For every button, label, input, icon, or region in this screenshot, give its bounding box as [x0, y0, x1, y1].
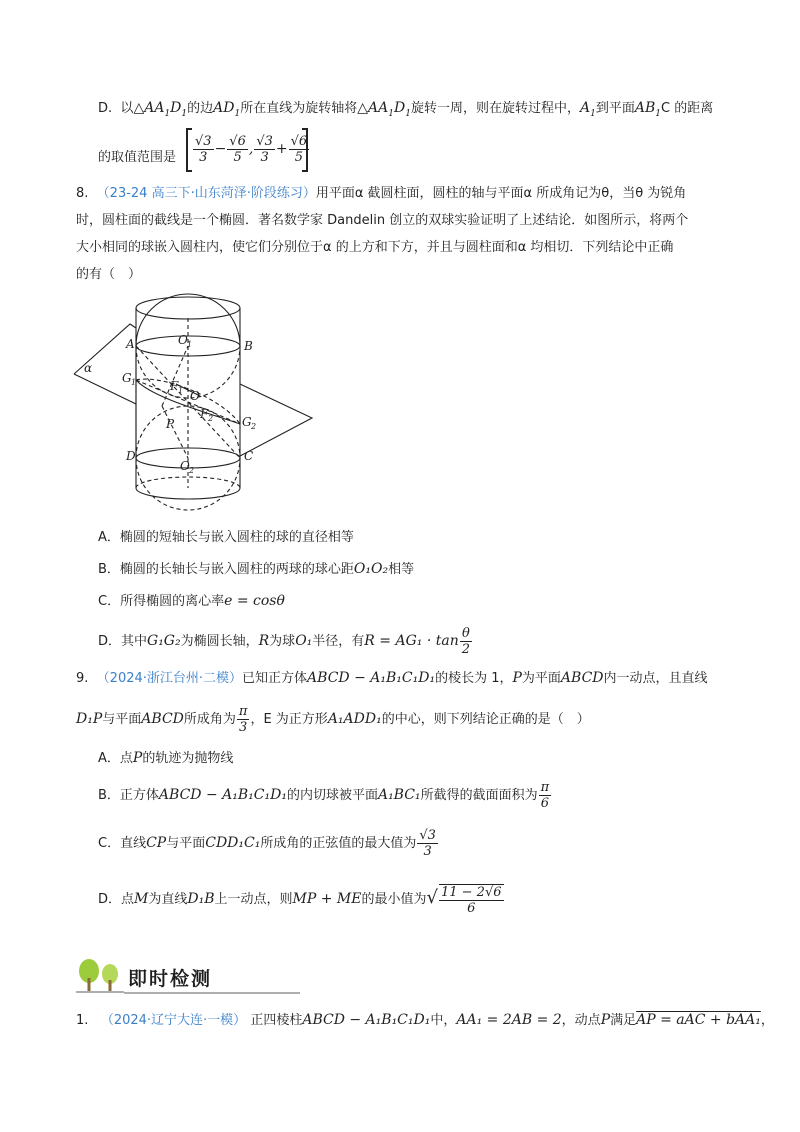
- q9-option-c: C．直线CP与平面CDD₁C₁所成角的正弦值的最大值为 $\frac{√3}{3}$: [98, 828, 436, 859]
- text: 用平面α 截圆柱面，圆柱的轴与平面α 所成角记为θ，当θ 为锐角: [315, 186, 687, 201]
- label-O1: O: [178, 333, 188, 347]
- q7-option-d-line1: [98, 98, 713, 124]
- label-C: C: [244, 449, 254, 463]
- label-G2-sub: 2: [251, 422, 257, 431]
- q8-option-d: D．其中G₁G₂为椭圆长轴，R为球O₁半径，有R = AG₁ · tan $\frac{\theta}{2}$: [98, 626, 470, 657]
- frac: $\frac{\pi}{3}$: [238, 704, 248, 735]
- label-B: B: [244, 339, 253, 353]
- label-O2: O: [180, 459, 190, 473]
- question-source: （2024·辽宁大连·一模）: [100, 1013, 247, 1028]
- q1-line1: 1. （2024·辽宁大连·一模） 正四棱柱ABCD − A₁B₁C₁D₁中，AA₁ = 2AB = 2，动点P满足AP = aAC + bAA₁，: [76, 1012, 774, 1028]
- label-F1: F: [170, 379, 179, 393]
- label-G1: G: [122, 371, 132, 385]
- q9-line2: D₁P与平面ABCD所成角为 $\frac{\pi}{3}$ ，E 为正方形A₁ADD₁的中心，则下列结论正确的是（ ）: [76, 704, 590, 735]
- frac: $\frac{√3}{3}$: [419, 828, 436, 859]
- label-F2: F: [200, 407, 209, 421]
- q9-option-b: B．正方体ABCD − A₁B₁C₁D₁的内切球被平面A₁BC₁所截得的截面面积为 $\frac{\pi}{6}$: [98, 780, 550, 811]
- tree-icon: [76, 958, 126, 994]
- frac: $\frac{√3}{3}$: [195, 134, 212, 165]
- option-label: D.: [98, 101, 113, 116]
- frac: $\frac{\pi}{6}$: [540, 780, 550, 811]
- question-source: （23-24 高三下·山东菏泽·阶段练习）: [96, 186, 316, 201]
- math-triangle-2: $\triangle AA_1D_1$: [357, 100, 411, 119]
- question-source: （2024·浙江台州·二模）: [96, 671, 243, 686]
- label-O1-sub: 1: [187, 340, 193, 349]
- math-triangle: $\triangle AA_1D_1$: [133, 100, 188, 119]
- frac: $\frac{\theta}{2}$: [461, 626, 470, 657]
- q8-line3: 大小相同的球嵌入圆柱内，使它们分别位于α 的上方和下方，并且与圆柱面和α 均相切．下列结论中正确: [76, 240, 674, 255]
- text: 的边: [187, 101, 214, 116]
- question-number: 8.: [76, 186, 89, 201]
- label-O: O: [190, 389, 200, 403]
- section-header: [76, 958, 246, 996]
- frac: $\frac{√6}{5}$: [290, 134, 308, 165]
- q7-option-d-line2: [98, 144, 176, 172]
- text: 旋转一周，则在旋转过程中，: [410, 101, 580, 116]
- label-D: D: [126, 449, 136, 463]
- dandelin-spheres-figure: [72, 288, 422, 518]
- q8-option-c: C．所得椭圆的离心率e = cosθ: [98, 593, 285, 609]
- range-interval: $\frac{√3}{3}$ − $\frac{√6}{5}$ , $\frac{√3}{3}$ + $\frac{√6}{5}$: [186, 128, 308, 172]
- label-G2: G: [242, 415, 252, 429]
- math-plane: $AB_1$: [634, 100, 661, 119]
- text: 到平面: [595, 101, 635, 116]
- q9-line1: 9. （2024·浙江台州·二模）已知正方体ABCD − A₁B₁C₁D₁的棱长为 1，P为平面ABCD内一动点，且直线: [76, 670, 708, 686]
- label-O2-sub: 2: [189, 466, 195, 475]
- label-A: A: [126, 337, 135, 351]
- q8-option-b: B．椭圆的长轴长与嵌入圆柱的两球的球心距O₁O₂相等: [98, 561, 415, 577]
- q9-option-a: A．点P的轨迹为抛物线: [98, 750, 234, 766]
- label-P: P: [166, 417, 175, 431]
- section-title: 即时检测: [128, 968, 213, 990]
- frac: $\frac{√6}{5}$: [229, 134, 246, 165]
- q8-line2: 时，圆柱面的截线是一个椭圆．著名数学家 Dandelin 创立的双球实验证明了上述结论．如图所示，将两个: [76, 213, 689, 228]
- label-F2-sub: 2: [208, 414, 214, 423]
- q9-option-d: D．点M为直线D₁B上一动点，则MP + ME的最小值为√ $\frac{11 - 2√6}{6}$: [98, 884, 502, 916]
- text: C 的距离: [660, 101, 714, 116]
- frac: $\frac{√3}{3}$: [256, 134, 273, 165]
- frac: $\frac{11 - 2√6}{6}$: [440, 884, 502, 916]
- math-point: $A_1$: [579, 100, 596, 119]
- math-edge: $AD_1$: [213, 100, 241, 119]
- label-F1-sub: 1: [178, 386, 184, 395]
- text: 所在直线为旋转轴将: [240, 101, 358, 116]
- q8-line4: 的有（ ）: [76, 267, 142, 282]
- text: 的取值范围是: [98, 150, 177, 165]
- q8-option-a: A．椭圆的短轴长与嵌入圆柱的球的直径相等: [98, 530, 354, 545]
- label-alpha: α: [84, 361, 93, 375]
- section-underline: [124, 992, 300, 994]
- text: 以: [120, 101, 134, 116]
- label-G1-sub: 1: [131, 378, 137, 387]
- q8-line1: [76, 184, 686, 204]
